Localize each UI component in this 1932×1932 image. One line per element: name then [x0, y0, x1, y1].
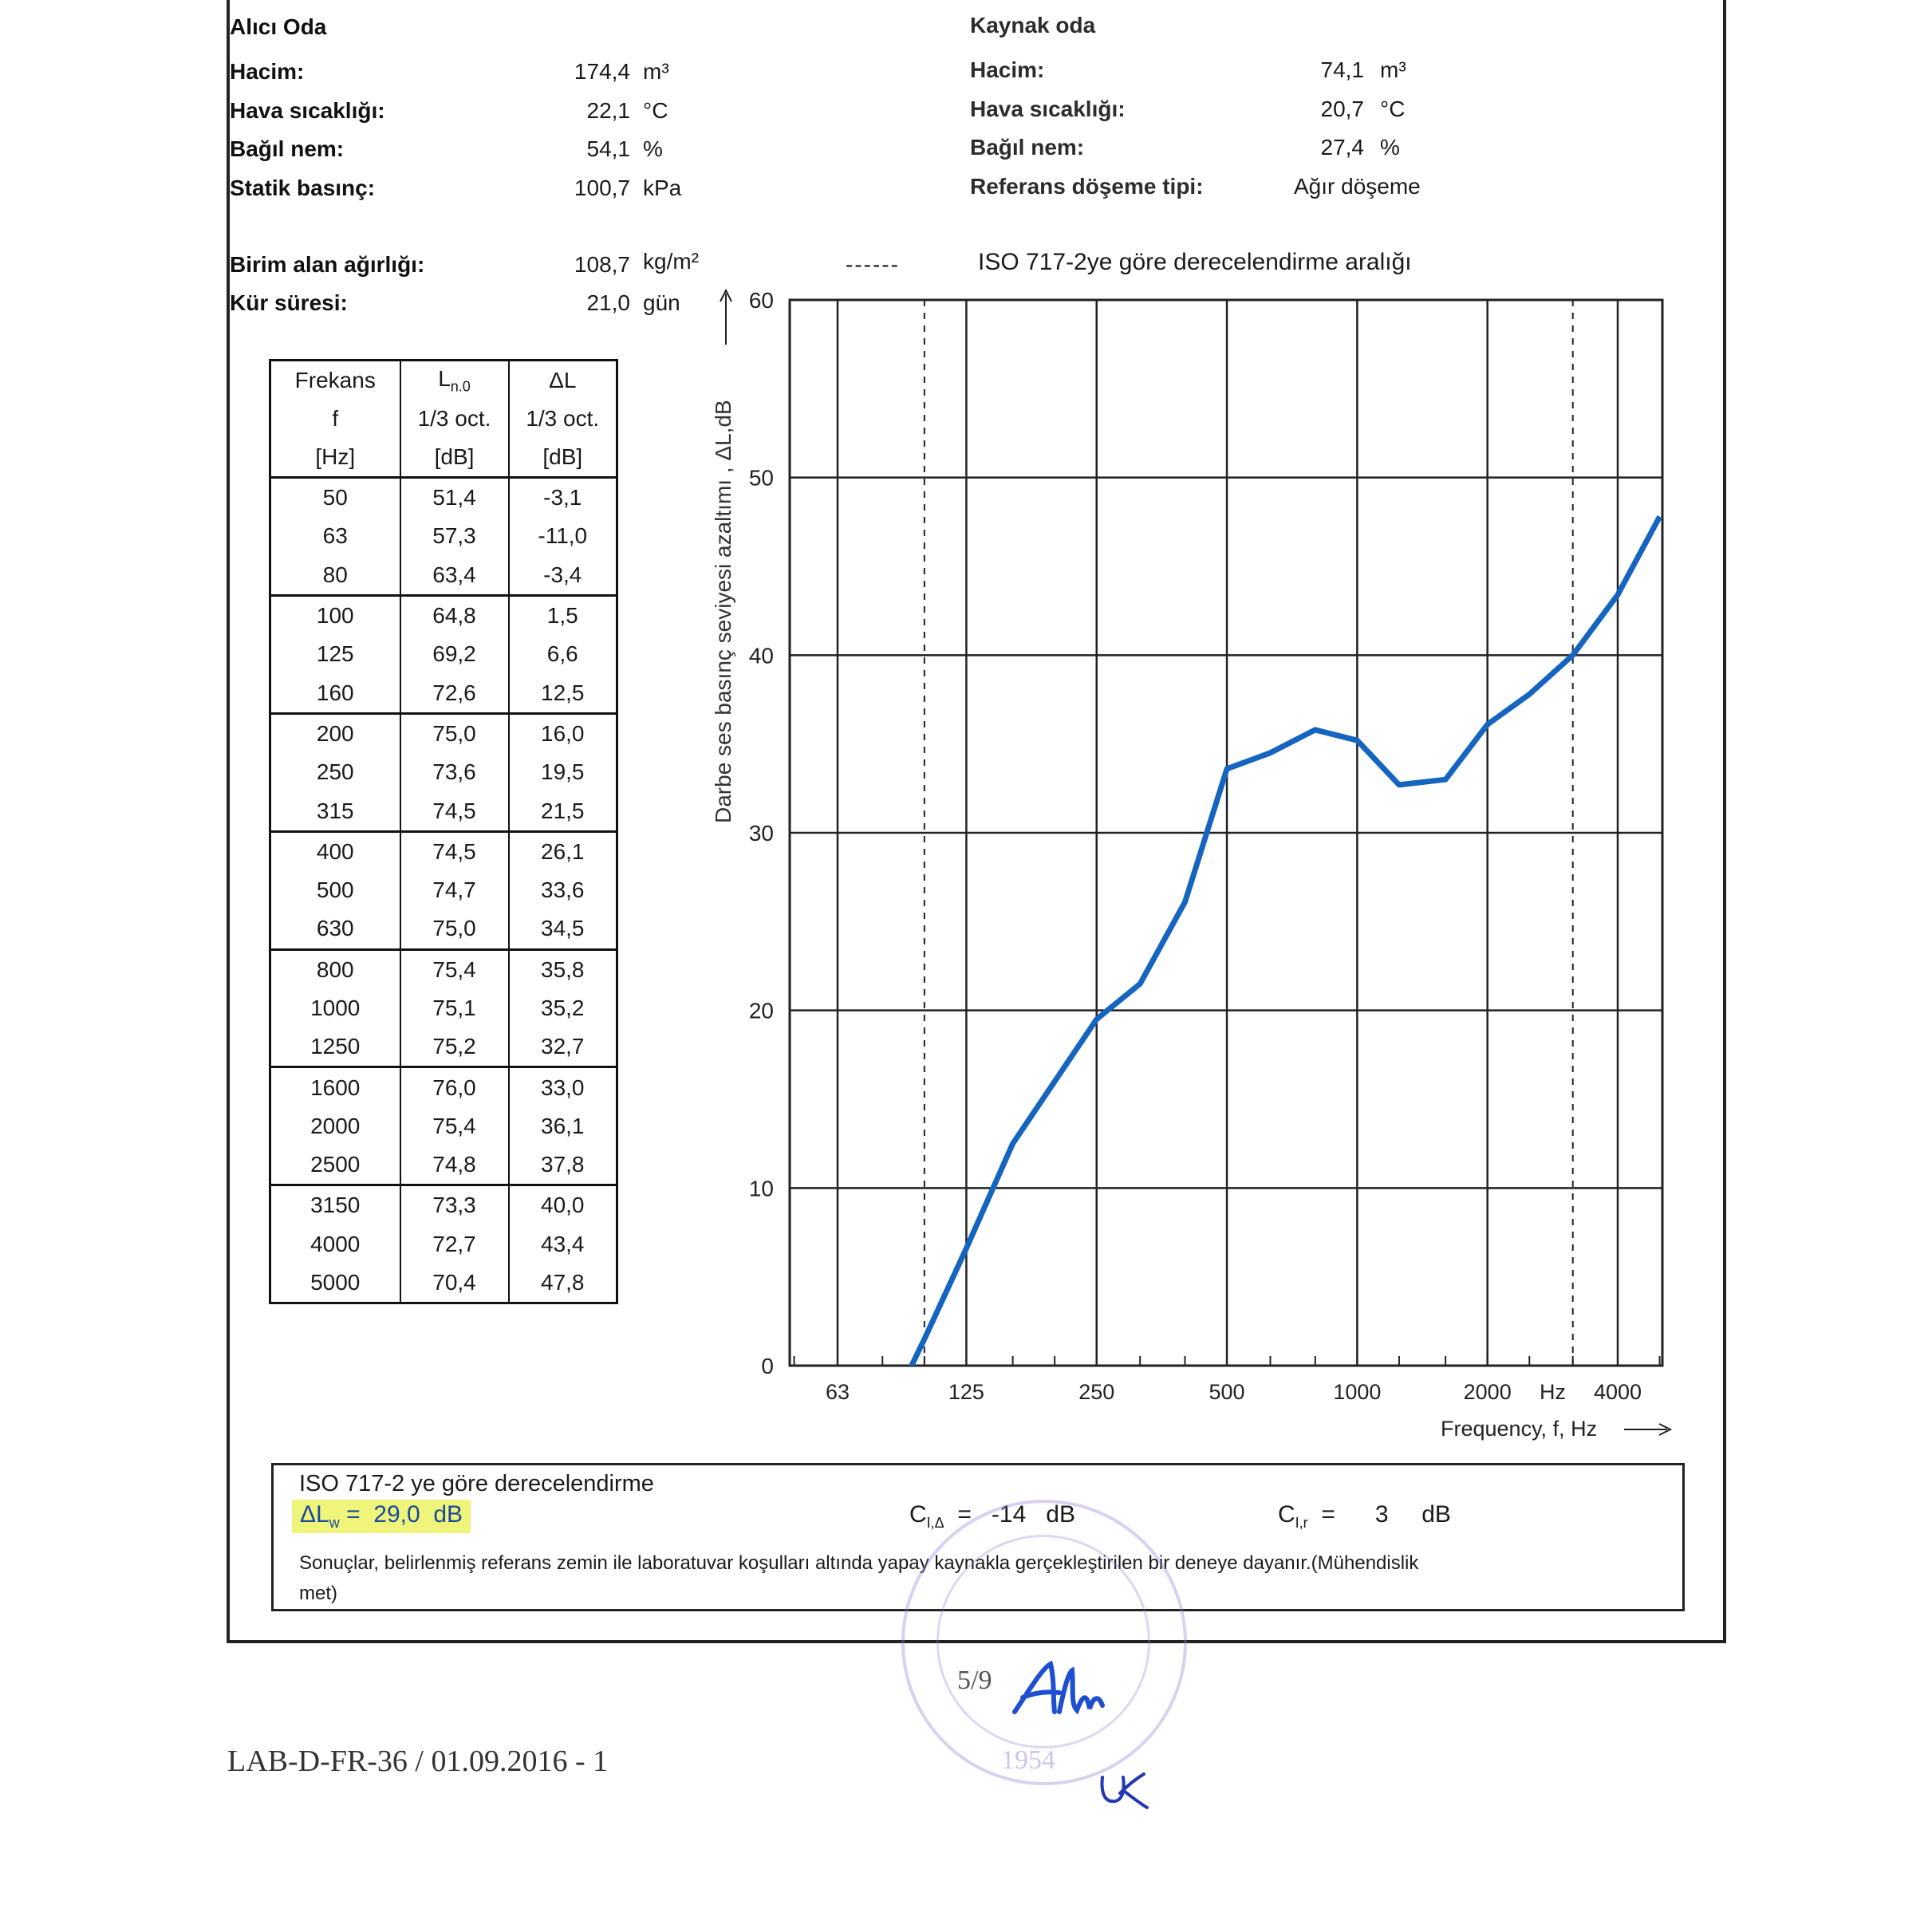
- ln0-cell: 75,4: [400, 949, 509, 989]
- mass-label: Birim alan ağırlığı:: [230, 252, 425, 277]
- table-header-cell: f: [270, 400, 400, 438]
- ln0-cell: 75,0: [400, 909, 509, 949]
- form-code-footer: LAB-D-FR-36 / 01.09.2016 - 1: [227, 1745, 609, 1778]
- ln0-cell: 73,3: [400, 1185, 509, 1225]
- result-note-cont: met): [299, 1583, 337, 1604]
- receiver-room-unit: m³: [643, 59, 669, 84]
- ln0-cell: 63,4: [400, 556, 509, 596]
- table-header-cell: [Hz]: [270, 438, 400, 478]
- signature-mark: [1007, 1656, 1110, 1728]
- y-tick-label: 20: [748, 998, 774, 1023]
- freq-cell: 1600: [270, 1067, 400, 1107]
- freq-cell: 3150: [270, 1185, 400, 1225]
- ln0-cell: 74,5: [400, 831, 509, 871]
- freq-cell: 200: [270, 713, 400, 753]
- ci-delta-subscript: I,Δ: [926, 1515, 944, 1531]
- delta-l-cell: -3,1: [509, 478, 617, 518]
- receiver-room-unit: °C: [643, 97, 668, 123]
- source-room-value: 74,1: [1320, 57, 1364, 82]
- freq-cell: 5000: [270, 1264, 400, 1303]
- y-axis-label: Darbe ses basınç seviyesi azaltımı , ΔL,dB: [711, 400, 735, 823]
- freq-cell: 50: [270, 478, 400, 518]
- receiver-room-value: 100,7: [574, 175, 630, 200]
- delta-l-cell: 19,5: [509, 753, 617, 791]
- ln0-cell: 72,6: [400, 673, 509, 713]
- x-tick-label: 4000: [1593, 1380, 1642, 1404]
- delta-l-cell: 35,2: [509, 989, 617, 1027]
- delta-l-cell: 34,5: [509, 909, 617, 949]
- cure-unit: gün: [643, 290, 680, 315]
- dlw-value: [292, 1500, 471, 1533]
- delta-l-cell: 40,0: [509, 1185, 617, 1225]
- table-header-cell: ΔL: [509, 361, 617, 400]
- source-room-value: 20,7: [1320, 96, 1364, 121]
- ln0-cell: 74,8: [400, 1145, 509, 1185]
- freq-cell: 800: [270, 949, 400, 989]
- receiver-room-label: Hava sıcaklığı:: [230, 97, 385, 123]
- y-tick-label: 30: [748, 821, 774, 846]
- freq-cell: 100: [270, 595, 400, 635]
- freq-cell: 630: [270, 909, 400, 949]
- freq-cell: 1000: [270, 989, 400, 1027]
- mass-value: 108,7: [574, 252, 630, 277]
- delta-l-cell: 26,1: [509, 831, 617, 871]
- freq-cell: 250: [270, 753, 400, 791]
- receiver-room-value: 22,1: [586, 97, 630, 123]
- freq-cell: 125: [270, 635, 400, 673]
- initials-mark: [1096, 1768, 1152, 1816]
- delta-l-cell: 1,5: [509, 595, 617, 635]
- dlw-rest: = 29,0 dB: [339, 1501, 463, 1528]
- source-room-label: Bağıl nem:: [970, 135, 1085, 160]
- ln0-cell: 74,5: [400, 791, 509, 831]
- delta-l-cell: 36,1: [509, 1107, 617, 1145]
- delta-l-cell: 16,0: [509, 713, 617, 753]
- x-tick-label: 1000: [1333, 1380, 1382, 1404]
- freq-cell: 160: [270, 673, 400, 713]
- receiver-room-unit: kPa: [643, 175, 682, 200]
- source-room-label: Referans döşeme tipi:: [970, 173, 1204, 199]
- freq-cell: 80: [270, 556, 400, 596]
- source-room-label: Hava sıcaklığı:: [970, 96, 1126, 121]
- x-tick-label: 250: [1078, 1380, 1115, 1404]
- page-number: 5/9: [957, 1666, 992, 1695]
- ln0-cell: 74,7: [400, 871, 509, 909]
- source-room-unit: %: [1380, 135, 1400, 160]
- x-axis-label: Frequency, f, Hz: [1441, 1417, 1598, 1441]
- table-header-cell: [dB]: [509, 438, 617, 478]
- receiver-room-value: 54,1: [586, 136, 630, 161]
- freq-cell: 2500: [270, 1145, 400, 1185]
- ln0-cell: 75,2: [400, 1027, 509, 1067]
- delta-l-cell: -3,4: [509, 556, 617, 596]
- freq-cell: 4000: [270, 1225, 400, 1264]
- ci-r-value: [1278, 1501, 1451, 1532]
- table-header-cell: 1/3 oct.: [509, 400, 617, 438]
- delta-l-cell: 12,5: [509, 673, 617, 713]
- x-tick-label: 125: [948, 1380, 984, 1404]
- receiver-room-title: Alıcı Oda: [230, 14, 327, 39]
- delta-l-cell: 6,6: [509, 635, 617, 673]
- receiver-room-label: Bağıl nem:: [230, 136, 345, 161]
- ci-delta-rest: = -14 dB: [944, 1501, 1075, 1528]
- ln0-cell: 64,8: [400, 595, 509, 635]
- source-room-title: Kaynak oda: [970, 13, 1096, 37]
- delta-l-cell: 47,8: [509, 1264, 617, 1303]
- ln0-cell: 69,2: [400, 635, 509, 673]
- rating-title: ISO 717-2 ye göre derecelendirme: [299, 1471, 654, 1496]
- freq-cell: 400: [270, 831, 400, 871]
- source-room-unit: °C: [1380, 96, 1406, 121]
- delta-l-cell: -11,0: [509, 517, 617, 555]
- source-room-value: Ağır döşeme: [1294, 173, 1421, 199]
- ci-r-rest: = 3 dB: [1307, 1501, 1451, 1528]
- delta-l-cell: 37,8: [509, 1145, 617, 1185]
- cure-label: Kür süresi:: [230, 290, 348, 315]
- receiver-room-unit: %: [643, 136, 663, 161]
- table-header-cell: $L_{n.0}$: [400, 361, 509, 400]
- mass-unit: kg/m²: [643, 249, 699, 274]
- legend-dash-sample: ------: [846, 252, 900, 277]
- delta-l-cell: 43,4: [509, 1225, 617, 1264]
- table-header-cell: 1/3 oct.: [400, 400, 509, 438]
- dlw-symbol: ΔL: [300, 1501, 329, 1528]
- y-tick-label: 0: [761, 1354, 774, 1378]
- receiver-room-label: Statik basınç:: [230, 175, 376, 200]
- source-room-unit: m³: [1380, 57, 1406, 82]
- ci-r-c: C: [1278, 1501, 1295, 1528]
- table-header-cell: [dB]: [400, 438, 509, 478]
- x-tick-label: 500: [1208, 1380, 1245, 1404]
- official-stamp: [901, 1500, 1187, 1785]
- ci-delta-c: C: [909, 1501, 927, 1528]
- freq-cell: 1250: [270, 1027, 400, 1067]
- x-tick-label: 2000: [1463, 1380, 1512, 1404]
- legend-label: ISO 717-2ye göre derecelendirme aralığı: [978, 249, 1412, 275]
- ln0-cell: 51,4: [400, 478, 509, 518]
- delta-l-cell: 35,8: [509, 949, 617, 989]
- cure-value: 21,0: [586, 290, 630, 315]
- x-tick-label: 63: [825, 1380, 850, 1404]
- ln0-cell: 75,1: [400, 989, 509, 1027]
- ln0-cell: 73,6: [400, 753, 509, 791]
- ln0-cell: 57,3: [400, 517, 509, 555]
- freq-cell: 63: [270, 517, 400, 555]
- delta-l-cell: 33,6: [509, 871, 617, 909]
- ln0-cell: 75,4: [400, 1107, 509, 1145]
- y-tick-label: 50: [748, 465, 774, 491]
- delta-l-cell: 21,5: [509, 791, 617, 831]
- receiver-room-value: 174,4: [574, 59, 630, 84]
- ln0-cell: 76,0: [400, 1067, 509, 1107]
- result-note: Sonuçlar, belirlenmiş referans zemin ile laboratuvar koşulları altında yapay kaynakla gerçekleştirilen bir deneye dayanır.(Mühendislik: [299, 1552, 1419, 1574]
- ln0-cell: 70,4: [400, 1264, 509, 1303]
- receiver-room-label: Hacim:: [230, 59, 305, 84]
- x-tick-label: Hz: [1539, 1380, 1566, 1404]
- freq-cell: 315: [270, 791, 400, 831]
- y-tick-label: 60: [748, 288, 774, 313]
- source-room-value: 27,4: [1320, 135, 1364, 160]
- delta-l-cell: 32,7: [509, 1027, 617, 1067]
- freq-cell: 500: [270, 871, 400, 909]
- ln0-cell: 75,0: [400, 713, 509, 753]
- y-tick-label: 40: [748, 643, 774, 668]
- ci-r-subscript: I,r: [1295, 1515, 1308, 1531]
- y-tick-label: 10: [748, 1176, 774, 1201]
- delta-l-cell: 33,0: [509, 1067, 617, 1107]
- stamp-year: 1954: [1001, 1745, 1055, 1775]
- table-header-cell: Frekans: [270, 361, 400, 400]
- ln0-cell: 72,7: [400, 1225, 509, 1264]
- source-room-label: Hacim:: [970, 57, 1045, 82]
- freq-cell: 2000: [270, 1107, 400, 1145]
- dlw-subscript: w: [329, 1515, 340, 1531]
